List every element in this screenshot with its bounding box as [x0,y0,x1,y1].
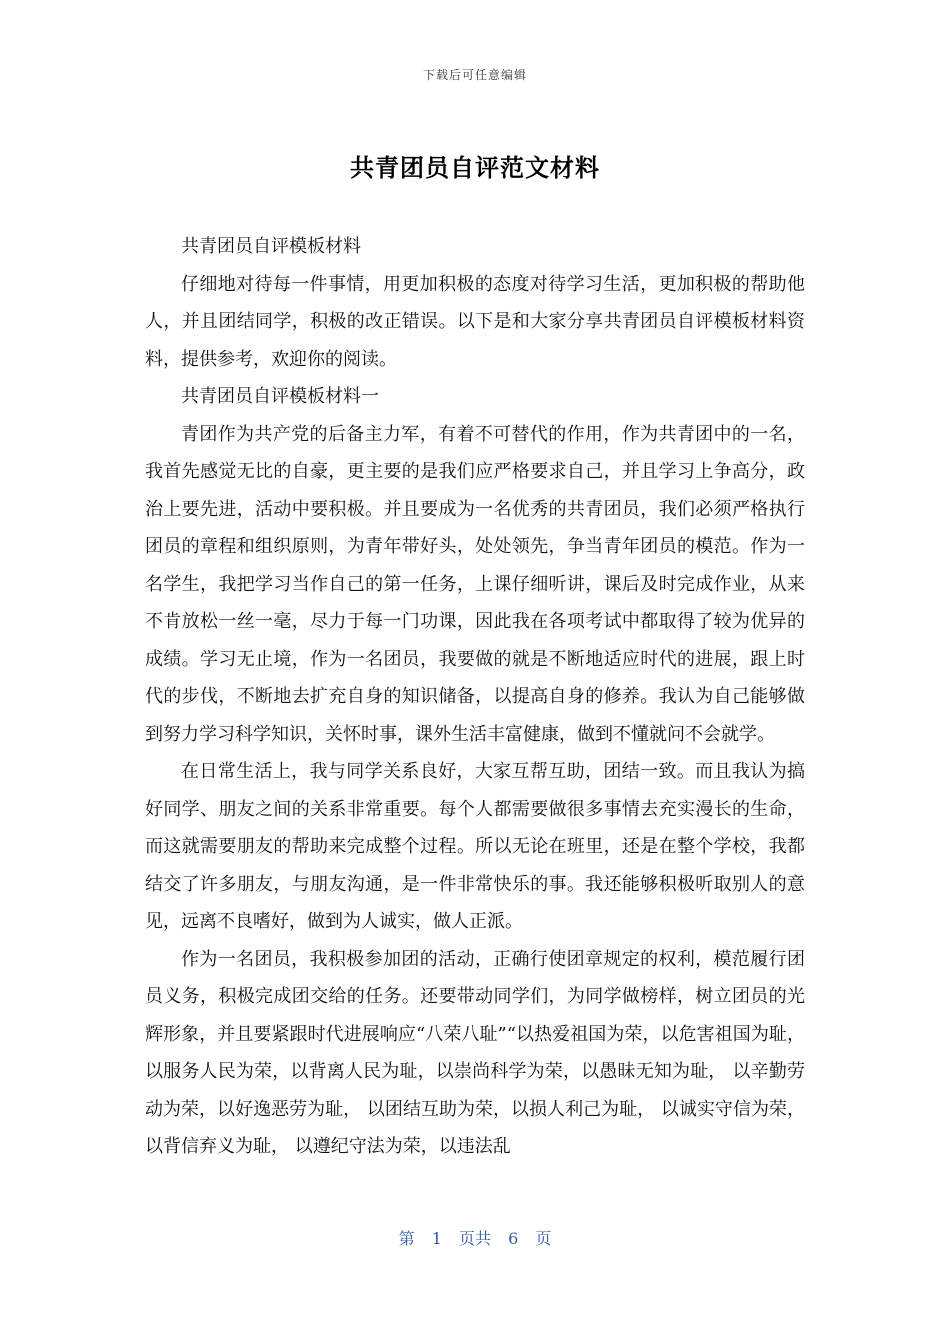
paragraph: 在日常生活上，我与同学关系良好，大家互帮互助，团结一致。而且我认为搞好同学、朋友之间的关系非常重要。每个人都需要做很多事情去充实漫长的生命，而这就需要朋友的帮助来完成整个过程。所以无论在班里，还是在整个学校，我都结交了许多朋友，与朋友沟通，是一件非常快乐的事。我还能够积极听取别人的意见，远离不良嗜好，做到为人诚实，做人正派。 [145,761,805,932]
paragraph: 青团作为共产党的后备主力军，有着不可替代的作用，作为共青团中的一名，我首先感觉无比的自豪，更主要的是我们应严格要求自己，并且学习上争高分，政治上要先进，活动中要积极。并且要成为一名优秀的共青团员，我们必须严格执行团员的章程和组织原则，为青年带好头，处处领先，争当青年团员的模范。作为一名学生，我把学习当作自己的第一任务，上课仔细听讲，课后及时完成作业，从来不肯放松一丝一毫，尽力于每一门功课，因此我在各项考试中都取得了较为优异的成绩。学习无止境，作为一名团员，我要做的就是不断地适应时代的进展，跟上时代的步伐，不断地去扩充自身的知识储备，以提高自身的修养。我认为自己能够做到努力学习科学知识，关怀时事，课外生活丰富健康，做到不懂就问不会就学。 [145,423,805,745]
paragraph: 共青团员自评模板材料一 [181,386,379,407]
paragraph: 仔细地对待每一件事情，用更加积极的态度对待学习生活，更加积极的帮助他人，并且团结同学，积极的改正错误。以下是和大家分享共青团员自评模板材料资料，提供参考，欢迎你的阅读。 [145,273,805,370]
paragraph: 作为一名团员，我积极参加团的活动，正确行使团章规定的权利，模范履行团员义务，积极完成团交给的任务。还要带动同学们，为同学做榜样，树立团员的光辉形象，并且要紧跟时代进展响应“八荣八耻”“以热爱祖国为荣，以危害祖国为耻， 以服务人民为荣，以背离人民为耻，以崇尚科学为荣，以愚昧无知为耻， 以辛勤劳动为荣，以好逸恶劳为耻， 以团结互助为荣，以损人利己为耻， 以诚实守信为荣，以背信弃义为耻， 以遵纪守法为荣，以违法乱 [145,948,805,1157]
document-title: 共青团员自评范文材料 [350,154,600,182]
header-note: 下载后可任意编辑 [422,68,527,82]
page-number-footer: 第 1 页共 6 页 [398,1229,552,1248]
paragraph: 共青团员自评模板材料 [181,236,361,257]
document-body [145,228,805,1166]
